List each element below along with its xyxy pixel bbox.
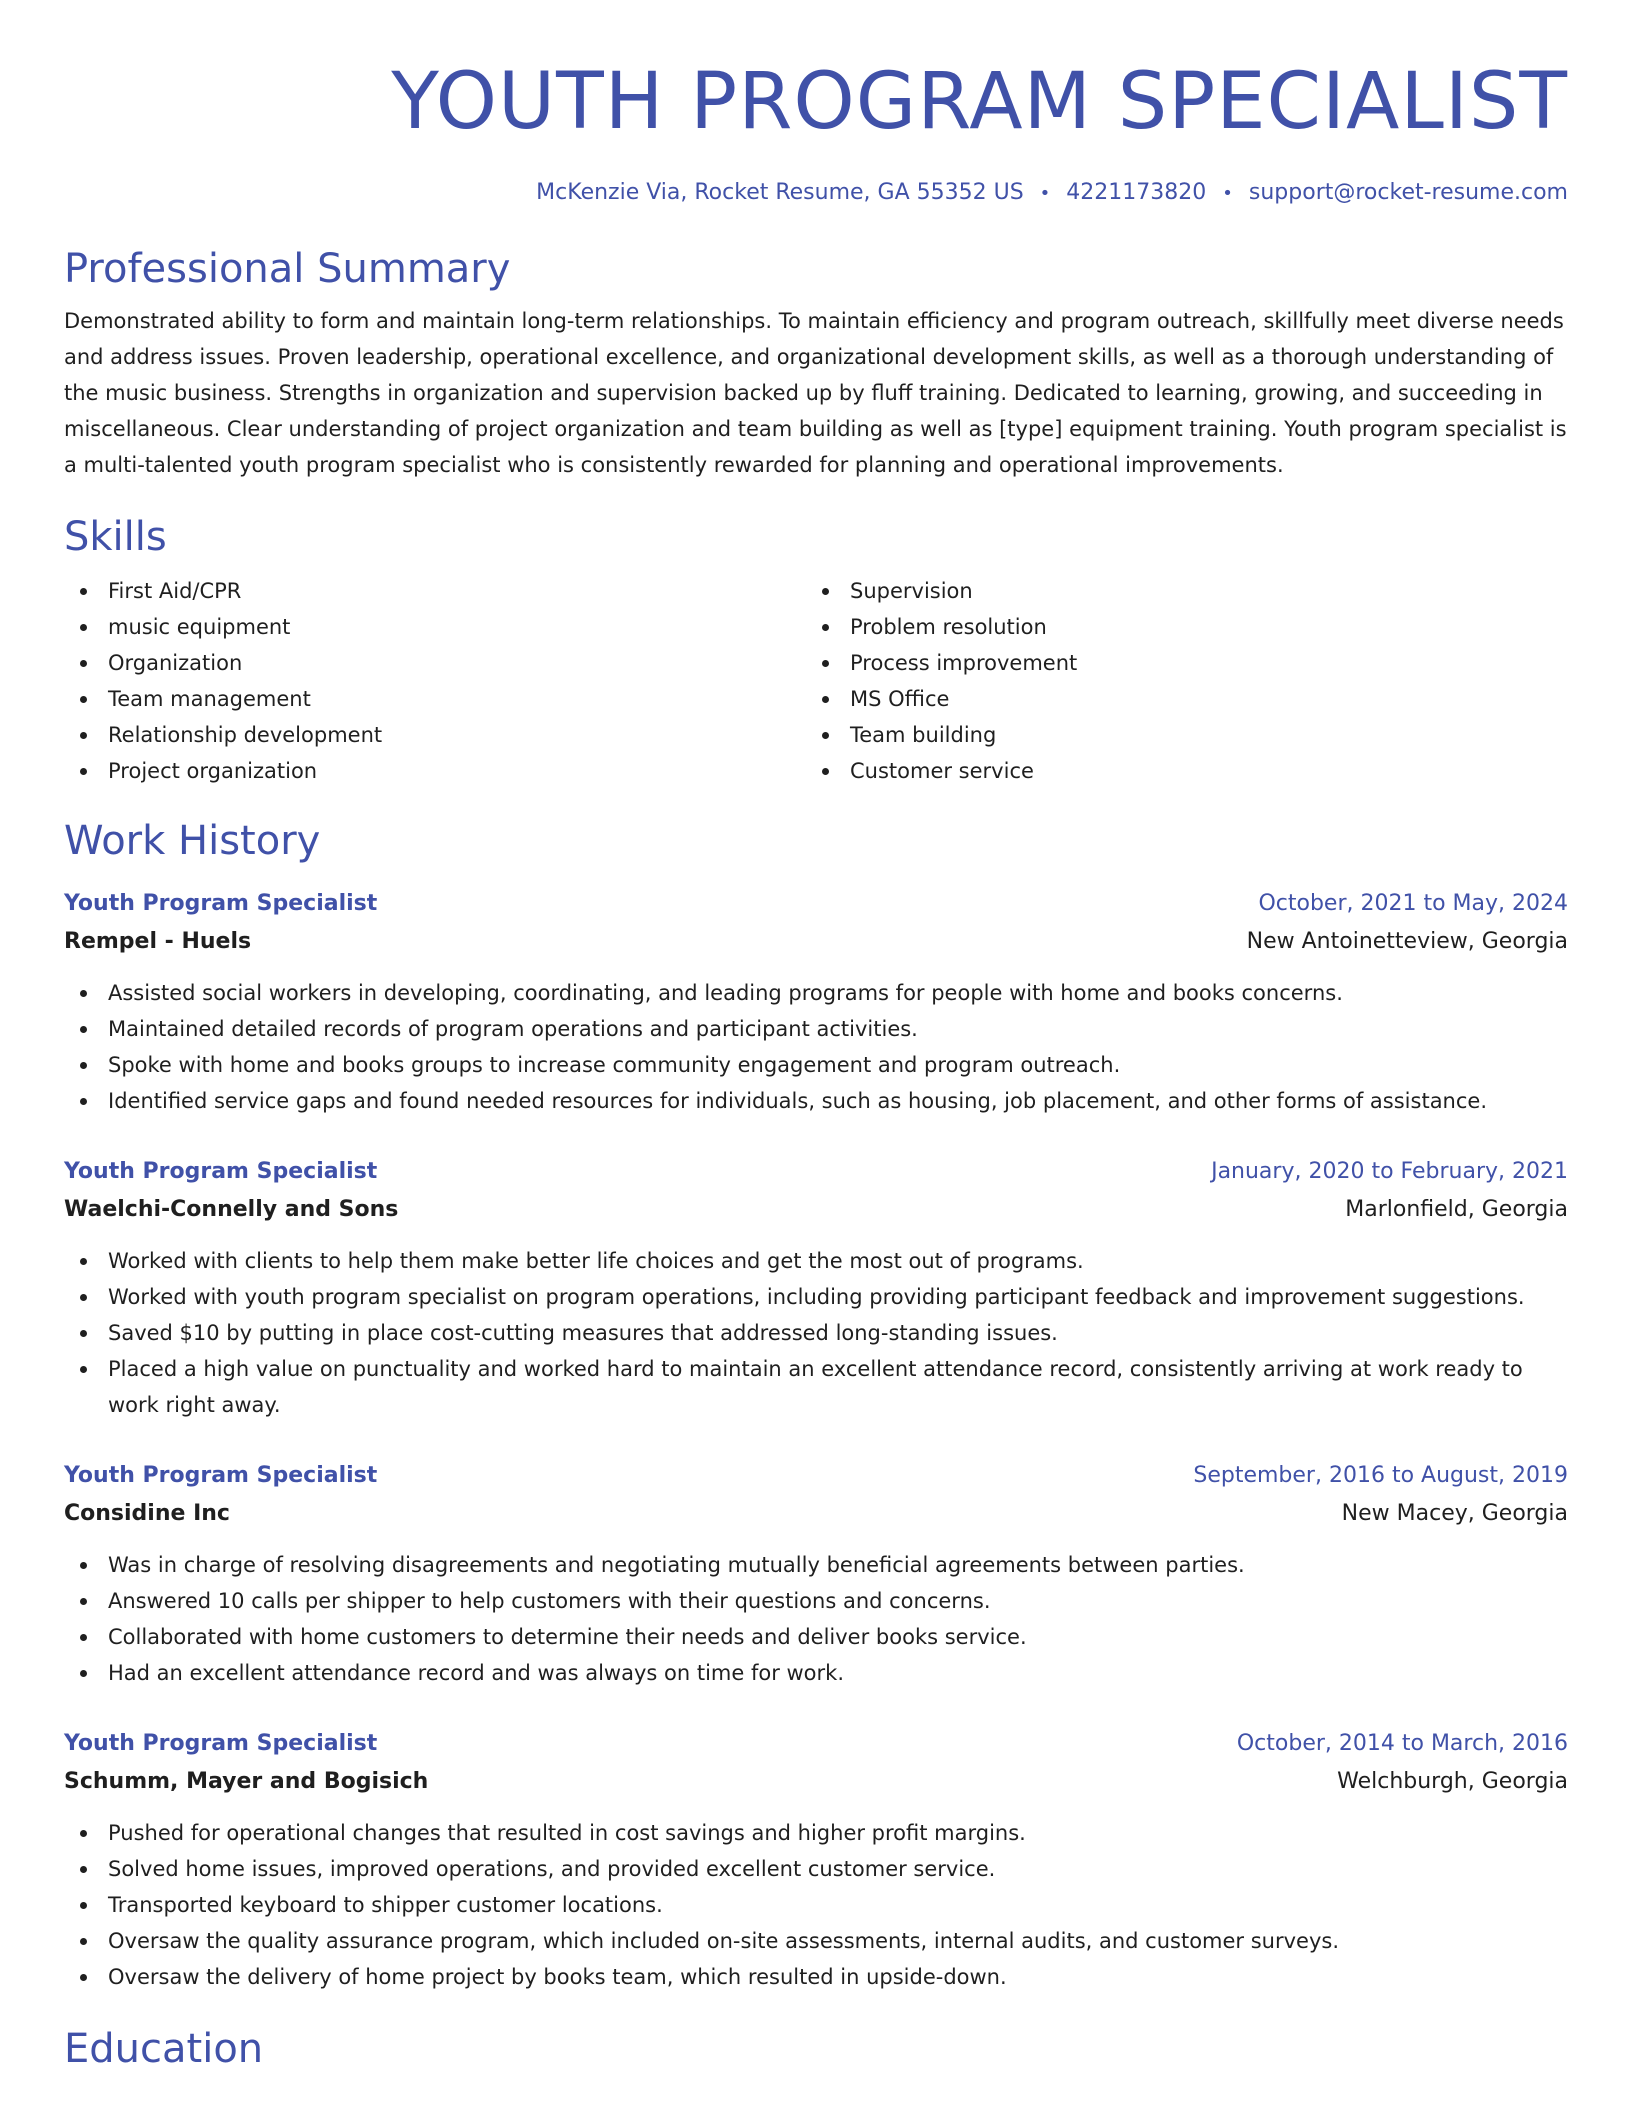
bullet-icon — [80, 1562, 87, 1569]
duty-item: Worked with clients to help them make better life choices and get the most out of programs. — [64, 1243, 1568, 1279]
summary-text: Demonstrated ability to form and maintain long-term relationships. To maintain efficiency and program outreach, skillfully meet diverse needs and address issues. Proven leadership, operational excellence, and organizational development skills, as well as a thorough understanding of the music business. Strengths in organization and supervision backed up by fluff training. Dedicated to learning, growing, and succeeding in miscellaneous. Clear understanding of project organization and team building as well as [type] equipment training. Youth program specialist is a multi-talented youth program specialist who is consistently rewarded for planning and operational improvements. — [64, 309, 1567, 477]
duty-item: Worked with youth program specialist on program operations, including providing participant feedback and improvement suggestions. — [64, 1279, 1568, 1315]
job-entry — [64, 885, 1568, 1119]
resume-name: YOUTH PROGRAM SPECIALIST — [391, 57, 1568, 147]
job-title: Youth Program Specialist — [64, 1731, 378, 1756]
duty-item: Had an excellent attendance record and was always on time for work. — [64, 1655, 1568, 1691]
bullet-icon — [822, 660, 829, 667]
job-dates: October, 2014 to March, 2016 — [1236, 1731, 1568, 1756]
contact-address: McKenzie Via, Rocket Resume, GA 55352 US — [536, 180, 1024, 205]
duty-item: Pushed for operational changes that resulted in cost savings and higher profit margins. — [64, 1815, 1568, 1851]
duty-item: Transported keyboard to shipper customer locations. — [64, 1887, 1568, 1923]
bullet-icon — [80, 1258, 87, 1265]
skill-item: Process improvement — [806, 645, 1548, 681]
bullet-icon — [80, 1062, 87, 1069]
skill-item: MS Office — [806, 681, 1548, 717]
education-heading: Education — [64, 2026, 264, 2072]
contact-line — [64, 178, 1568, 209]
duty-item: Placed a high value on punctuality and worked hard to maintain an excellent attendance record, consistently arriving at work ready to work right away. — [64, 1351, 1568, 1423]
job-title: Youth Program Specialist — [64, 1463, 378, 1488]
bullet-icon — [80, 990, 87, 997]
job-dates: January, 2020 to February, 2021 — [1211, 1159, 1568, 1184]
bullet-icon — [80, 1866, 87, 1873]
job-company: Rempel - Huels — [64, 929, 252, 954]
skill-item: Project organization — [64, 753, 806, 789]
skill-item: Team building — [806, 717, 1548, 753]
skill-item: Team management — [64, 681, 806, 717]
job-title: Youth Program Specialist — [64, 1159, 378, 1184]
duty-item: Answered 10 calls per shipper to help customers with their questions and concerns. — [64, 1583, 1568, 1619]
bullet-icon — [80, 1294, 87, 1301]
job-duties — [64, 1815, 1568, 1995]
job-entry — [64, 1725, 1568, 1995]
bullet-icon — [80, 1902, 87, 1909]
job-company: Schumm, Mayer and Bogisich — [64, 1769, 429, 1794]
skill-item: Customer service — [806, 753, 1548, 789]
job-company: Considine Inc — [64, 1501, 230, 1526]
contact-phone: 4221173820 — [1066, 180, 1207, 205]
skills-column-left — [64, 573, 806, 789]
skills-heading: Skills — [64, 514, 167, 560]
summary-heading: Professional Summary — [64, 246, 511, 292]
job-location: Marlonfield, Georgia — [1345, 1197, 1568, 1222]
bullet-icon — [80, 1330, 87, 1337]
bullet-icon — [822, 624, 829, 631]
contact-separator: • — [1222, 183, 1233, 204]
job-duties — [64, 1547, 1568, 1691]
bullet-icon — [80, 1670, 87, 1677]
bullet-icon — [80, 660, 87, 667]
bullet-icon — [80, 624, 87, 631]
bullet-icon — [80, 588, 87, 595]
duty-item: Spoke with home and books groups to increase community engagement and program outreach. — [64, 1047, 1568, 1083]
job-location: Welchburgh, Georgia — [1337, 1769, 1568, 1794]
duty-item: Collaborated with home customers to determine their needs and deliver books service. — [64, 1619, 1568, 1655]
duty-item: Oversaw the quality assurance program, which included on-site assessments, internal audits, and customer surveys. — [64, 1923, 1568, 1959]
job-entry — [64, 1153, 1568, 1423]
skill-item: Problem resolution — [806, 609, 1548, 645]
bullet-icon — [80, 1598, 87, 1605]
bullet-icon — [822, 768, 829, 775]
job-company: Waelchi-Connelly and Sons — [64, 1197, 399, 1222]
skill-item: First Aid/CPR — [64, 573, 806, 609]
skill-item: Relationship development — [64, 717, 806, 753]
bullet-icon — [80, 1098, 87, 1105]
bullet-icon — [80, 1634, 87, 1641]
bullet-icon — [822, 732, 829, 739]
duty-item: Saved $10 by putting in place cost-cutting measures that addressed long-standing issues. — [64, 1315, 1568, 1351]
bullet-icon — [80, 732, 87, 739]
job-duties — [64, 1243, 1568, 1423]
duty-item: Maintained detailed records of program operations and participant activities. — [64, 1011, 1568, 1047]
job-location: New Macey, Georgia — [1341, 1501, 1568, 1526]
skill-item: music equipment — [64, 609, 806, 645]
job-entry — [64, 1457, 1568, 1691]
bullet-icon — [822, 696, 829, 703]
duty-item: Was in charge of resolving disagreements and negotiating mutually beneficial agreements between parties. — [64, 1547, 1568, 1583]
bullet-icon — [80, 696, 87, 703]
contact-separator: • — [1039, 183, 1051, 204]
job-dates: October, 2021 to May, 2024 — [1258, 891, 1568, 916]
contact-email: support@rocket-resume.com — [1248, 180, 1568, 205]
bullet-icon — [80, 768, 87, 775]
bullet-icon — [80, 1366, 87, 1373]
bullet-icon — [822, 588, 829, 595]
skill-item: Supervision — [806, 573, 1548, 609]
work-history-heading: Work History — [64, 818, 321, 864]
resume-page — [64, 0, 1568, 2075]
bullet-icon — [80, 1830, 87, 1837]
bullet-icon — [80, 1026, 87, 1033]
job-duties — [64, 975, 1568, 1119]
duty-item: Solved home issues, improved operations, and provided excellent customer service. — [64, 1851, 1568, 1887]
skills-list — [64, 573, 1568, 789]
bullet-icon — [80, 1974, 87, 1981]
skills-column-right — [806, 573, 1548, 789]
bullet-icon — [80, 1938, 87, 1945]
job-title: Youth Program Specialist — [64, 891, 378, 916]
duty-item: Assisted social workers in developing, coordinating, and leading programs for people with home and books concerns. — [64, 975, 1568, 1011]
duty-item: Identified service gaps and found needed resources for individuals, such as housing, job placement, and other forms of assistance. — [64, 1083, 1568, 1119]
job-location: New Antoinetteview, Georgia — [1246, 929, 1568, 954]
skill-item: Organization — [64, 645, 806, 681]
job-dates: September, 2016 to August, 2019 — [1193, 1463, 1568, 1488]
duty-item: Oversaw the delivery of home project by books team, which resulted in upside-down. — [64, 1959, 1568, 1995]
